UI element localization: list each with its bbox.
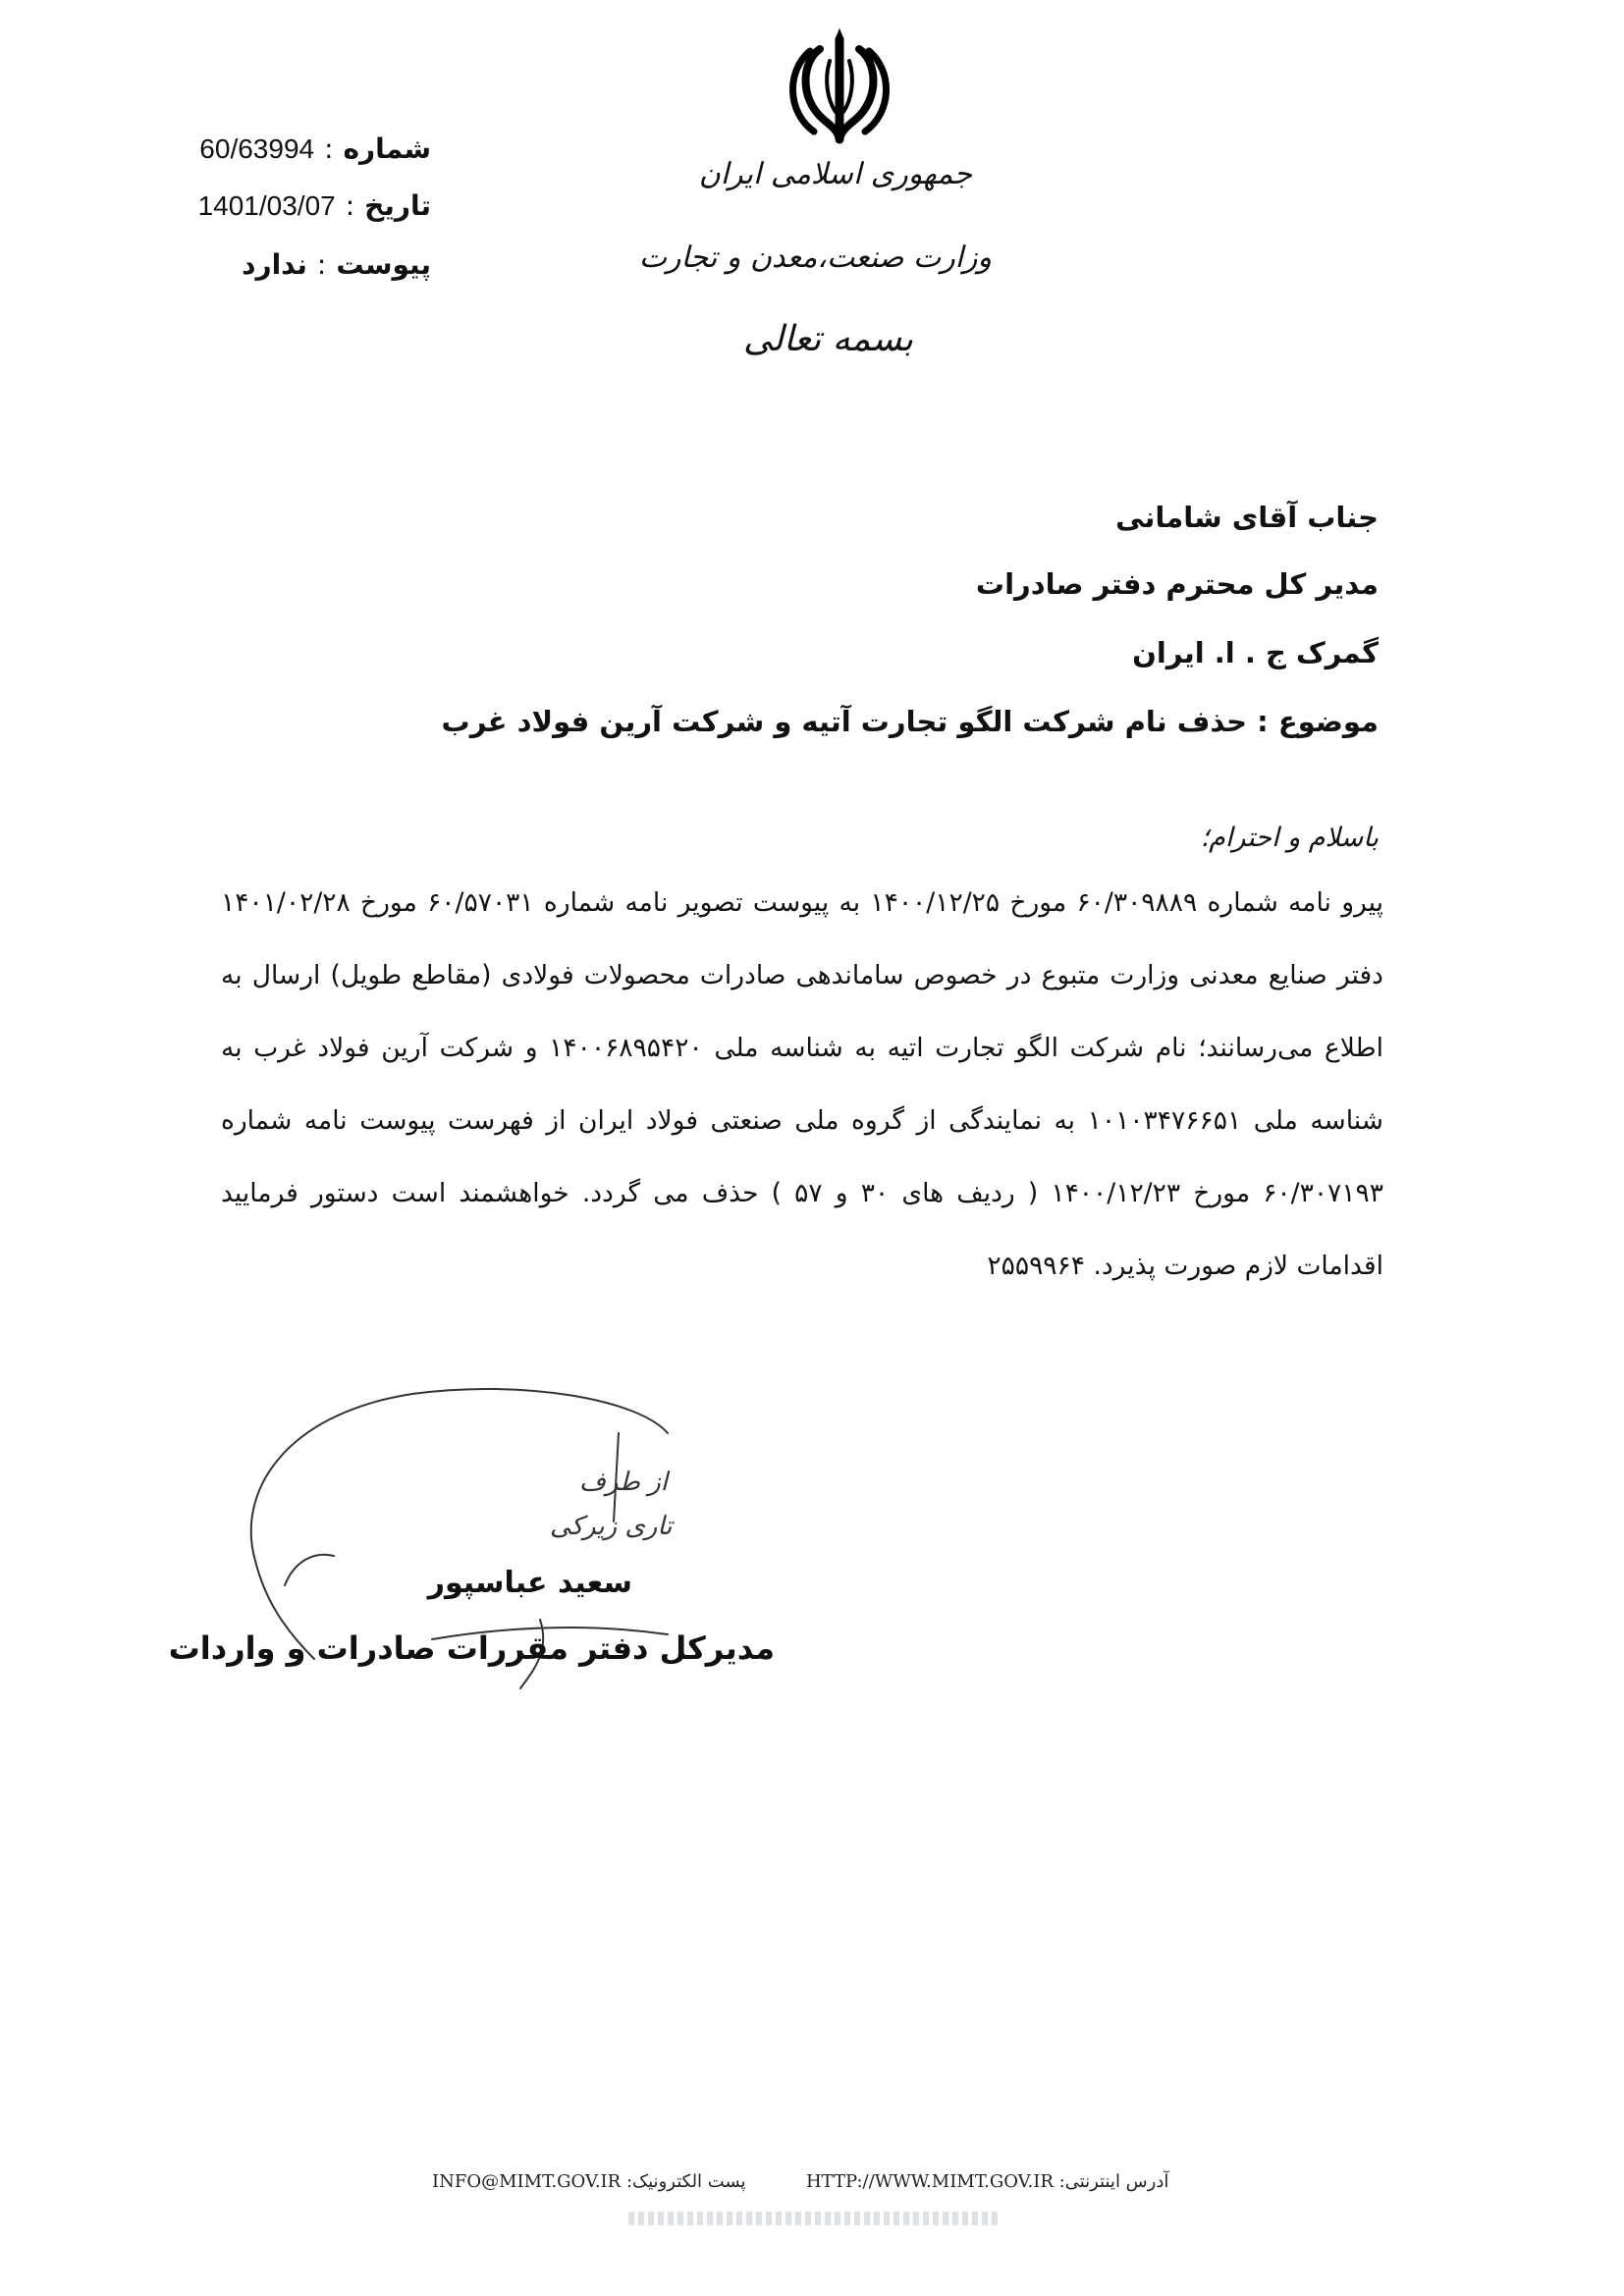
signer-name: سعید عباسپور (427, 1566, 632, 1600)
footer-contact (432, 2171, 1168, 2192)
footer-faded-line (628, 2212, 1001, 2225)
website-label: آدرس اینترنتی: (1058, 2171, 1169, 2192)
subject-line: موضوع : حذف نام شرکت الگو تجارت آتیه و شرکت آرین فولاد غرب (441, 705, 1379, 738)
email-label: پست الکترونیک: (625, 2171, 746, 2192)
ministry-name: وزارت صنعت،معدن و تجارت (638, 240, 992, 275)
date-value: 1401/03/07 (197, 190, 336, 221)
letter-date (198, 189, 431, 222)
number-label: شماره (343, 133, 431, 165)
number-separator: : (324, 133, 334, 165)
number-value: 60/63994 (199, 133, 315, 164)
signature-handwriting-2: تاری زیرکی (550, 1512, 673, 1541)
attachment-separator: : (316, 248, 327, 281)
country-name: جمهوری اسلامی ایران (698, 157, 972, 191)
addressee-org: گمرک ج . ا. ایران (1132, 636, 1379, 669)
addressee-title: مدیر کل محترم دفتر صادرات (975, 567, 1379, 601)
letter-body: پیرو نامه شماره ۶۰/۳۰۹۸۸۹ مورخ ۱۴۰۰/۱۲/۲۵ به پیوست تصویر نامه شماره ۶۰/۵۷۰۳۱ مورخ ۱۴۰۱/۰۲/۲۸ دفتر صنایع معدنی وزارت متبوع در خصوص ساماندهی صادرات محصولات فولادی (مقاطع طویل) ارسال به اطلاع می‌رسانند؛ نام شرکت الگو تجارت اتیه به شناسه ملی ۱۴۰۰۶۸۹۵۴۲۰ و شرکت آرین فولاد غرب به شناسه ملی ۱۰۱۰۳۴۷۶۶۵۱ به نمایندگی از گروه ملی صنعتی فولاد ایران از فهرست پیوست نامه شماره ۶۰/۳۰۷۱۹۳ مورخ ۱۴۰۰/۱۲/۲۳ ( ردیف های ۳۰ و ۵۷ ) حذف می گردد. خواهشمند است دستور فرمایید اقدامات لازم صورت پذیرد. ۲۵۵۹۹۶۴ (221, 887, 1384, 1281)
attachment-label: پیوست (336, 248, 431, 281)
letter-attachment (242, 248, 431, 281)
website-link[interactable]: HTTP://WWW.MIMT.GOV.IR (805, 2171, 1054, 2192)
attachment-value: ندارد (242, 248, 307, 281)
invocation: بسمه تعالی (742, 319, 913, 359)
iran-emblem (781, 22, 898, 159)
letter-number (199, 133, 431, 165)
date-separator: : (345, 189, 355, 222)
date-label: تاریخ (364, 189, 431, 222)
email-link[interactable]: INFO@MIMT.GOV.IR (432, 2171, 622, 2192)
signature-handwriting-1: از طرف (579, 1468, 669, 1497)
signer-title: مدیرکل دفتر مقررات صادرات و واردات (168, 1629, 775, 1667)
greeting: باسلام و احترام؛ (1200, 823, 1379, 853)
addressee-name: جناب آقای شامانی (1115, 501, 1379, 534)
